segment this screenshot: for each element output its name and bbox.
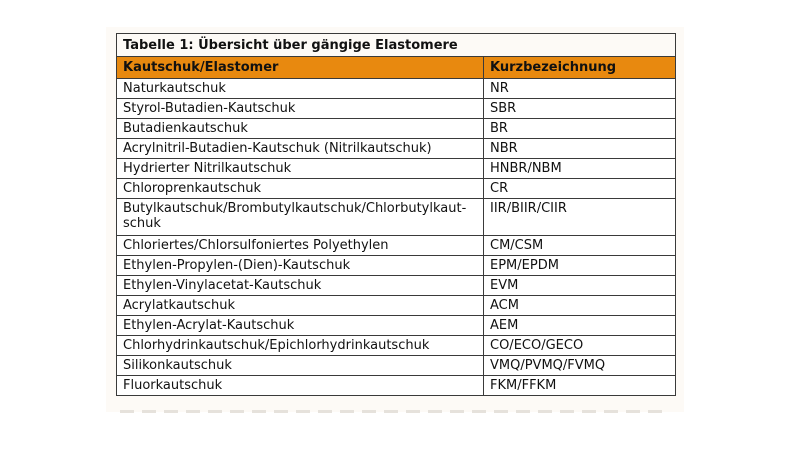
table-row: [117, 256, 676, 276]
table-row: [117, 159, 676, 179]
abbreviation: EPM/EPDM: [484, 256, 676, 276]
elastomer-name: Chloriertes/Chlorsulfoniertes Polyethylen: [117, 236, 484, 256]
abbreviation: CO/ECO/GECO: [484, 336, 676, 356]
abbreviation: ACM: [484, 296, 676, 316]
elastomer-name: Ethylen-Propylen-(Dien)-Kautschuk: [117, 256, 484, 276]
table-row: [117, 376, 676, 396]
elastomer-name: Butadienkautschuk: [117, 119, 484, 139]
elastomer-table: [116, 33, 676, 396]
abbreviation: NBR: [484, 139, 676, 159]
abbreviation: CM/CSM: [484, 236, 676, 256]
elastomer-name: Acrylatkautschuk: [117, 296, 484, 316]
abbreviation: VMQ/PVMQ/FVMQ: [484, 356, 676, 376]
elastomer-name: Butylkautschuk/Brombutylkautschuk/Chlorbutylkaut-schuk: [117, 199, 484, 236]
elastomer-name: Silikonkautschuk: [117, 356, 484, 376]
abbreviation: EVM: [484, 276, 676, 296]
abbreviation: NR: [484, 79, 676, 99]
table-row: [117, 236, 676, 256]
table-row: [117, 296, 676, 316]
table-row: [117, 316, 676, 336]
abbreviation: AEM: [484, 316, 676, 336]
table-row: [117, 139, 676, 159]
elastomer-name: Ethylen-Acrylat-Kautschuk: [117, 316, 484, 336]
table-row: [117, 99, 676, 119]
cut-off-text-line: [120, 410, 670, 413]
table-row: [117, 336, 676, 356]
elastomer-name: Ethylen-Vinylacetat-Kautschuk: [117, 276, 484, 296]
table-title-row: [117, 34, 676, 57]
table-row: [117, 179, 676, 199]
elastomer-name: Naturkautschuk: [117, 79, 484, 99]
elastomer-name: Chloroprenkautschuk: [117, 179, 484, 199]
table-header-row: [117, 57, 676, 79]
abbreviation: IIR/BIIR/CIIR: [484, 199, 676, 236]
elastomer-name: Styrol-Butadien-Kautschuk: [117, 99, 484, 119]
table-row: [117, 79, 676, 99]
column-header-elastomer: Kautschuk/Elastomer: [117, 57, 484, 79]
table-title: Tabelle 1: Übersicht über gängige Elastomere: [117, 34, 676, 57]
elastomer-name: Fluorkautschuk: [117, 376, 484, 396]
abbreviation: HNBR/NBM: [484, 159, 676, 179]
abbreviation: CR: [484, 179, 676, 199]
table-row: [117, 199, 676, 236]
abbreviation: BR: [484, 119, 676, 139]
abbreviation: SBR: [484, 99, 676, 119]
elastomer-name: Hydrierter Nitrilkautschuk: [117, 159, 484, 179]
table-row: [117, 119, 676, 139]
table-row: [117, 356, 676, 376]
column-header-abbreviation: Kurzbezeichnung: [484, 57, 676, 79]
abbreviation: FKM/FFKM: [484, 376, 676, 396]
elastomer-name: Acrylnitril-Butadien-Kautschuk (Nitrilkautschuk): [117, 139, 484, 159]
elastomer-name: Chlorhydrinkautschuk/Epichlorhydrinkautschuk: [117, 336, 484, 356]
table-row: [117, 276, 676, 296]
